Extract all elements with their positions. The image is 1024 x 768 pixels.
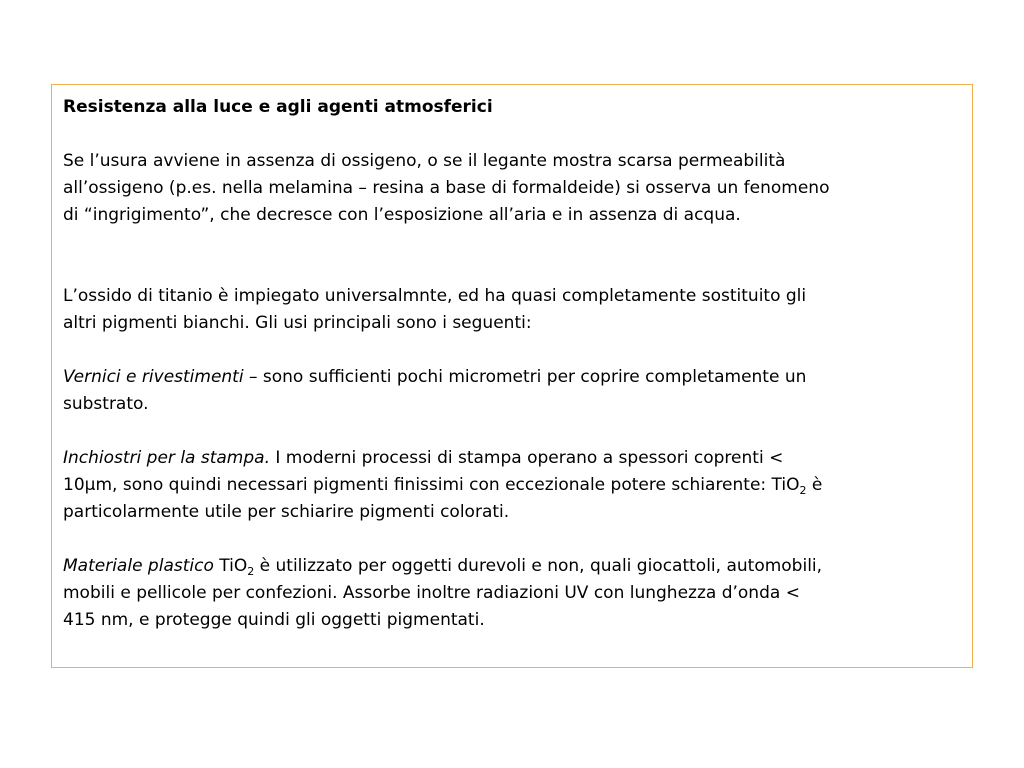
text-segment: 10	[63, 475, 85, 495]
paragraph-line: L’ossido di titanio è impiegato universalmnte, ed ha quasi completamente sostituito gli	[63, 286, 807, 306]
paragraph-ossigeno	[63, 148, 962, 229]
paragraph-vernici	[63, 364, 962, 418]
heading: Resistenza alla luce e agli agenti atmosferici	[63, 97, 493, 117]
paragraph-line: all’ossigeno (p.es. nella melamina – resina a base di formaldeide) si osserva un fenomeno	[63, 178, 830, 198]
text-segment: – sono sufficienti pochi micrometri per coprire completamente un	[243, 367, 807, 387]
paragraph-plastico	[63, 553, 962, 634]
paragraph-line	[63, 445, 962, 472]
paragraph-line	[63, 553, 962, 580]
term-inchiostri: Inchiostri per la stampa.	[63, 448, 270, 468]
paragraph-line: 415 nm, e protegge quindi gli oggetti pigmentati.	[63, 610, 485, 630]
term-plastico: Materiale plastico	[63, 556, 214, 576]
mu-symbol: μ	[84, 475, 96, 495]
paragraph-line: substrato.	[63, 394, 149, 414]
text-segment: TiO	[213, 556, 248, 576]
paragraph-ossido-titanio	[63, 283, 962, 337]
text-box	[51, 84, 973, 668]
text-segment: m, sono quindi necessari pigmenti finissimi con eccezionale potere schiarente: TiO	[95, 475, 800, 495]
term-vernici: Vernici e rivestimenti	[63, 367, 244, 387]
paragraph-line	[63, 364, 962, 391]
subscript: 2	[247, 565, 255, 578]
paragraph-line: particolarmente utile per schiarire pigmenti colorati.	[63, 502, 510, 522]
subscript: 2	[799, 484, 807, 497]
text-segment: è utilizzato per oggetti durevoli e non, quali giocattoli, automobili,	[254, 556, 823, 576]
paragraph-line	[63, 472, 962, 499]
paragraph-line: mobili e pellicole per confezioni. Assorbe inoltre radiazioni UV con lunghezza d’onda <	[63, 583, 800, 603]
text-segment: I moderni processi di stampa operano a spessori coprenti <	[269, 448, 784, 468]
paragraph-line: Se l’usura avviene in assenza di ossigeno, o se il legante mostra scarsa permeabilità	[63, 151, 786, 171]
paragraph-line: di “ingrigimento”, che decresce con l’esposizione all’aria e in assenza di acqua.	[63, 205, 741, 225]
text-segment: è	[806, 475, 823, 495]
paragraph-inchiostri	[63, 445, 962, 526]
paragraph-line: altri pigmenti bianchi. Gli usi principali sono i seguenti:	[63, 313, 532, 333]
